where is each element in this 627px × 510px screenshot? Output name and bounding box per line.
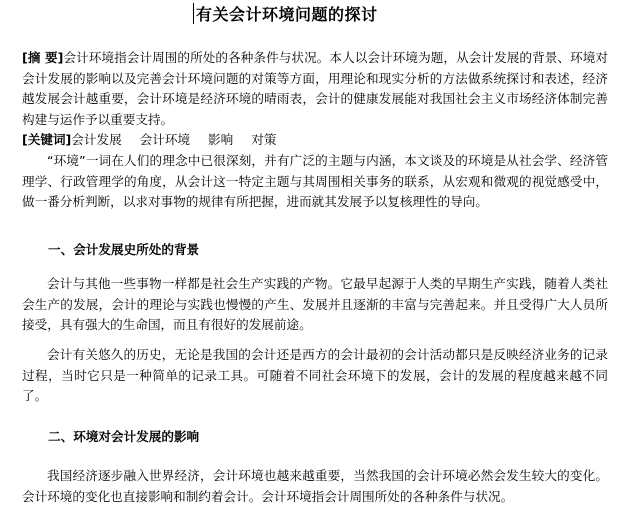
text-cursor bbox=[193, 3, 194, 24]
section1-paragraph-1: 会计与其他一些事物一样都是社会生产实践的产物。它最早起源于人类的早期生产实践，随着人类社会生产的发展，会计的理论与实践也慢慢的产生、发展并且逐渐的丰富与完善起来。并且受得广大人员所接受，具有强大的生命国，而且有很好的发展前途。 bbox=[22, 276, 608, 332]
intro-paragraph: “环境”一词在人们的理念中已很深刻，并有广泛的主题与内涵，本文谈及的环境是从社会学、经济管理学、行政管理学的角度，从会计这一特定主题与其周围相关事务的联系，从宏观和微观的视觉感受中，做一番分析判断，以求对事物的规律有所把握，进而就其发展予以复核理性的导向。 bbox=[22, 153, 608, 209]
abstract-paragraph bbox=[22, 48, 608, 130]
section-heading: 一、会计发展史所处的背景 bbox=[48, 242, 200, 257]
document-title: 有关会计环境问题的探讨 bbox=[196, 5, 378, 24]
keyword-item: 会计发展 bbox=[71, 132, 122, 147]
keyword-item: 对策 bbox=[251, 132, 277, 147]
keyword-item: 会计环境 bbox=[139, 132, 191, 147]
abstract-label: [摘 要] bbox=[22, 50, 64, 65]
keyword-item: 影响 bbox=[208, 132, 234, 147]
abstract-text: 会计环境指会计周围的所处的各种条件与状况。本人以会计环境为题，从会计发展的背景、环境对会计发展的影响以及完善会计环境问题的对策等方面，用理论和现实分析的方法做系统探讨和表述，经济越发展会计越重要，会计环境是经济环境的晴雨表，会计的健康发展能对我国社会主义市场经济体制完善构建与运作予以重要支持。 bbox=[22, 50, 608, 127]
section1-paragraph-2: 会计有关悠久的历史，无论是我国的会计还是西方的会计最初的会计活动都只是反映经济业务的记录过程，当时它只是一种简单的记录工具。可随着不同社会环境下的发展，会计的发展的程度越来越不同了。 bbox=[22, 347, 608, 403]
keywords-paragraph bbox=[22, 130, 608, 151]
section-heading: 二、环境对会计发展的影响 bbox=[48, 429, 200, 444]
keywords-label: [关键词] bbox=[22, 132, 72, 147]
section2-paragraph-1: 我国经济逐步融入世界经济，会计环境也越来越重要，当然我国的会计环境必然会发生较大的变化。会计环境的变化也直接影响和制约着会计。会计环境指会计周围所处的各种条件与状况。 bbox=[22, 468, 608, 504]
